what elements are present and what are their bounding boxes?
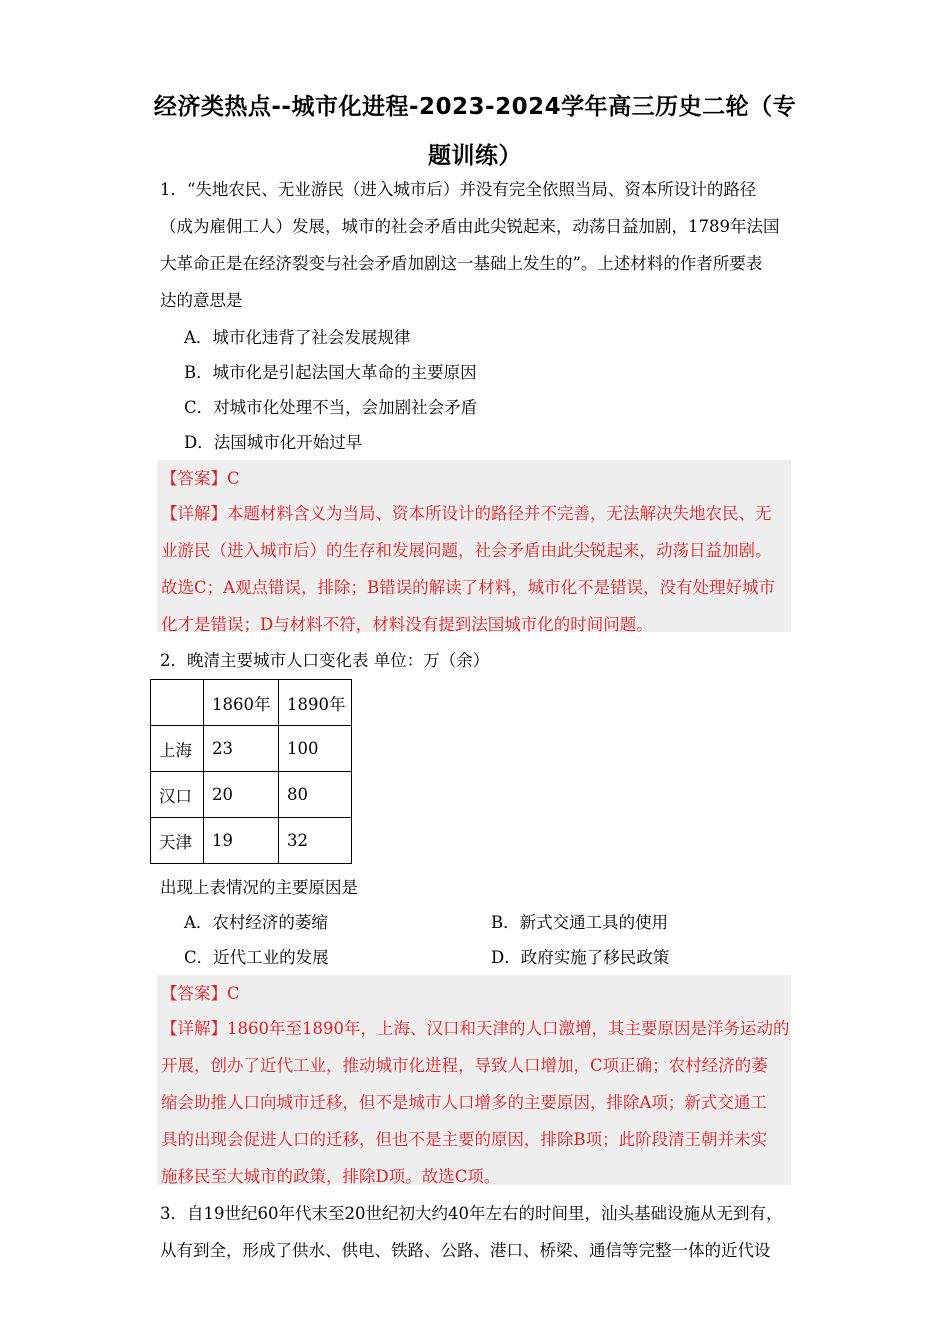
q2-option-b: B．新式交通工具的使用 — [491, 913, 669, 932]
table-cell: 32 — [279, 818, 352, 864]
population-table — [150, 679, 352, 864]
q1-stem-line: 达的意思是 — [160, 291, 243, 310]
table-cell: 23 — [204, 726, 279, 772]
q1-option-d: D．法国城市化开始过早 — [184, 433, 363, 452]
table-cell: 汉口 — [151, 772, 204, 818]
q2-answer-block — [157, 975, 791, 1185]
q2-option-a: A．农村经济的萎缩 — [184, 913, 328, 932]
table-cell: 20 — [204, 772, 279, 818]
table-cell: 天津 — [151, 818, 204, 864]
q2-detail-line: 具的出现会促进人口的迁移，但也不是主要的原因，排除B项；此阶段清王朝并未实 — [161, 1130, 768, 1149]
table-cell: 19 — [204, 818, 279, 864]
table-header-cell: 1890年 — [279, 680, 352, 726]
q1-detail-line: 业游民（进入城市后）的生存和发展问题，社会矛盾由此尖锐起来，动荡日益加剧。 — [161, 541, 772, 560]
q1-answer: 【答案】C — [161, 469, 240, 488]
table-cell: 上海 — [151, 726, 204, 772]
table-cell: 100 — [279, 726, 352, 772]
q2-stem: 2．晚清主要城市人口变化表 单位：万（余） — [160, 651, 490, 670]
q3-stem-line: 从有到全，形成了供水、供电、铁路、公路、港口、桥梁、通信等完整一体的近代设 — [160, 1241, 771, 1260]
q3-stem-line: 3．自19世纪60年代末至20世纪初大约40年左右的时间里，汕头基础设施从无到有， — [160, 1204, 783, 1223]
q2-answer: 【答案】C — [161, 984, 240, 1003]
q1-stem-line: 1．“失地农民、无业游民（进入城市后）并没有完全依照当局、资本所设计的路径 — [160, 180, 757, 199]
table-row — [151, 726, 352, 772]
q1-stem-line: 大革命正是在经济裂变与社会矛盾加剧这一基础上发生的”。上述材料的作者所要表 — [160, 254, 763, 273]
table-cell: 80 — [279, 772, 352, 818]
q2-question: 出现上表情况的主要原因是 — [160, 878, 358, 897]
q1-option-c: C．对城市化处理不当，会加剧社会矛盾 — [184, 398, 478, 417]
q2-detail-line: 开展，创办了近代工业，推动城市化进程，导致人口增加，C项正确；农村经济的萎 — [161, 1056, 768, 1075]
q1-detail-line: 化才是错误；D与材料不符，材料没有提到法国城市化的时间问题。 — [161, 615, 653, 634]
q1-stem-line: （成为雇佣工人）发展，城市的社会矛盾由此尖锐起来，动荡日益加剧，1789年法国 — [160, 217, 780, 236]
page-title-line-2: 题训练） — [428, 143, 522, 169]
q2-option-d: D．政府实施了移民政策 — [491, 948, 670, 967]
q1-option-a: A．城市化违背了社会发展规律 — [184, 328, 411, 347]
page-title-line-1: 经济类热点--城市化进程-2023-2024学年高三历史二轮（专 — [153, 94, 797, 120]
table-row — [151, 772, 352, 818]
q2-detail-line: 【详解】1860年至1890年，上海、汉口和天津的人口激增，其主要原因是洋务运动的 — [161, 1019, 790, 1038]
table-header-row — [151, 680, 352, 726]
q1-answer-block — [157, 460, 791, 632]
q2-detail-line: 缩会助推人口向城市迁移，但不是城市人口增多的主要原因，排除A项；新式交通工 — [161, 1093, 767, 1112]
table-header-cell: 1860年 — [204, 680, 279, 726]
q2-option-c: C．近代工业的发展 — [184, 948, 329, 967]
q1-detail-line: 故选C；A观点错误，排除；B错误的解读了材料，城市化不是错误，没有处理好城市 — [161, 578, 776, 597]
q1-detail-line: 【详解】本题材料含义为当局、资本所设计的路径并不完善，无法解决失地农民、无 — [161, 504, 772, 523]
table-header-cell — [151, 680, 204, 726]
q1-option-b: B．城市化是引起法国大革命的主要原因 — [184, 363, 477, 382]
q2-detail-line: 施移民至大城市的政策，排除D项。故选C项。 — [161, 1167, 501, 1186]
table-row — [151, 818, 352, 864]
